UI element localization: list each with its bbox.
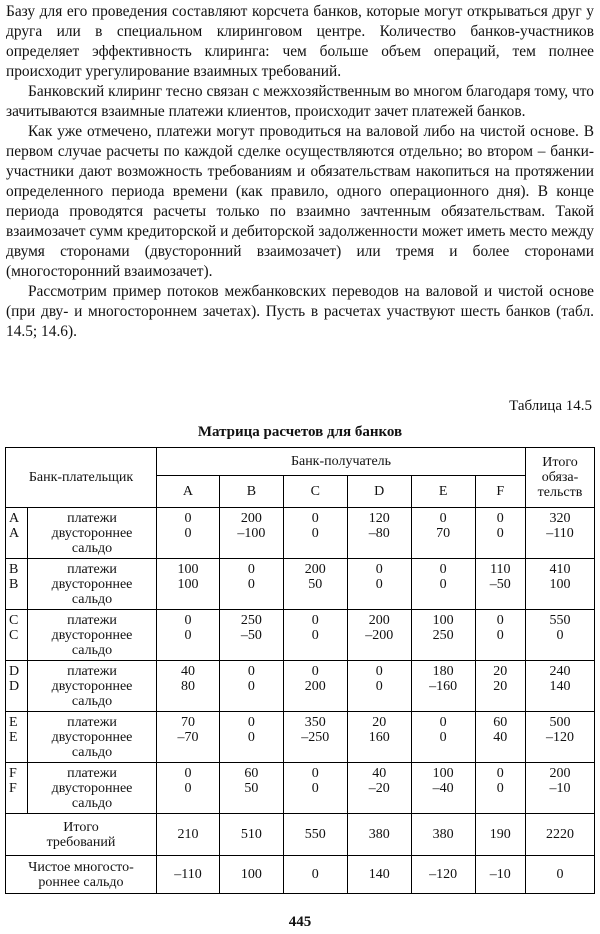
table-title: Матрица расчетов для банков	[197, 424, 403, 440]
value-cell: 0 0	[283, 508, 347, 559]
page-number: 445	[288, 914, 312, 930]
value-cell: 0 0	[157, 610, 220, 661]
value-cell: 350 –250	[283, 712, 347, 763]
col-header: D	[347, 476, 411, 508]
value-cell: 100 –40	[411, 763, 475, 814]
value-cell: 0 0	[475, 508, 525, 559]
value-cell: 70 –70	[157, 712, 220, 763]
table-row	[6, 712, 595, 763]
value-cell: 0 0	[219, 712, 283, 763]
value-cell: 60 50	[219, 763, 283, 814]
value-cell: 200 –10	[526, 763, 595, 814]
row-label: платежи двустороннее сальдо	[28, 559, 157, 610]
value-cell: 40 –20	[347, 763, 411, 814]
col-header: E	[411, 476, 475, 508]
value-cell: 0	[526, 856, 595, 894]
value-cell: 0	[283, 856, 347, 894]
row-label: платежи двустороннее сальдо	[28, 763, 157, 814]
row-label: платежи двустороннее сальдо	[28, 508, 157, 559]
table-row	[6, 763, 595, 814]
bank-code: E E	[6, 712, 28, 763]
settlement-matrix-table	[5, 447, 595, 894]
value-cell: 0 0	[475, 763, 525, 814]
value-cell: 380	[411, 814, 475, 856]
value-cell: 550	[283, 814, 347, 856]
table-number: Таблица 14.5	[509, 398, 592, 414]
row-label: Чистое многосто- роннее сальдо	[6, 856, 157, 894]
value-cell: 210	[157, 814, 220, 856]
value-cell: 2220	[526, 814, 595, 856]
value-cell: 120 –80	[347, 508, 411, 559]
value-cell: 60 40	[475, 712, 525, 763]
col-header: B	[219, 476, 283, 508]
bank-code: A A	[6, 508, 28, 559]
value-cell: 500 –120	[526, 712, 595, 763]
table-body	[6, 508, 595, 894]
value-cell: 0 70	[411, 508, 475, 559]
value-cell: 510	[219, 814, 283, 856]
value-cell: 0 200	[283, 661, 347, 712]
value-cell: 140	[347, 856, 411, 894]
row-label: платежи двустороннее сальдо	[28, 610, 157, 661]
row-label: Итого требований	[6, 814, 157, 856]
paragraph: Как уже отмечено, платежи могут проводиться на валовой либо на чистой основе. В первом случае расчеты по каждой сделке осуществляются отдельно; во втором – банки-участники дают возможность требованиям и обязательствам накопиться на протяжении определенного периода времени (как правило, одного операционного дня). В конце периода проводятся расчеты только по взаимно зачтенным обязательствам. Такой взаимозачет сумм кредиторской и дебиторской задолженности может иметь место между двумя сторонами (двусторонний взаимозачет) или тремя и более сторонами (многосторонний взаимозачет).	[6, 123, 594, 280]
value-cell: 550 0	[526, 610, 595, 661]
value-cell: 200 –200	[347, 610, 411, 661]
value-cell: 100	[219, 856, 283, 894]
col-header: C	[283, 476, 347, 508]
value-cell: 200 50	[283, 559, 347, 610]
value-cell: 0 0	[347, 661, 411, 712]
value-cell: 0 0	[283, 610, 347, 661]
value-cell: 0 0	[347, 559, 411, 610]
value-cell: –110	[157, 856, 220, 894]
col-header: A	[157, 476, 220, 508]
value-cell: 320 –110	[526, 508, 595, 559]
value-cell: 240 140	[526, 661, 595, 712]
value-cell: 100 250	[411, 610, 475, 661]
value-cell: 0 0	[157, 508, 220, 559]
paragraph: Рассмотрим пример потоков межбанковских переводов на валовой и чистой основе (при дву- и многостороннем зачетах). Пусть в расчетах участвуют шесть банков (табл. 14.5; 14.6).	[6, 283, 594, 340]
value-cell: 0 0	[157, 763, 220, 814]
value-cell: 0 0	[219, 559, 283, 610]
value-cell: 20 160	[347, 712, 411, 763]
value-cell: 380	[347, 814, 411, 856]
net-balance-row	[6, 856, 595, 894]
value-cell: 20 20	[475, 661, 525, 712]
paragraph: Базу для его проведения составляют корсчета банков, которые могут открываться друг у друга или в специальном клиринговом центре. Количество банков-участников определяет эффективность клиринга: чем больше объем операций, тем полнее происходит урегулирование взаимных требований.	[6, 3, 594, 80]
table-row	[6, 661, 595, 712]
value-cell: 110 –50	[475, 559, 525, 610]
row-label: платежи двустороннее сальдо	[28, 712, 157, 763]
header-payer: Банк-плательщик	[6, 448, 157, 508]
value-cell: 410 100	[526, 559, 595, 610]
value-cell: 40 80	[157, 661, 220, 712]
value-cell: 190	[475, 814, 525, 856]
table-row	[6, 559, 595, 610]
value-cell: 200 –100	[219, 508, 283, 559]
value-cell: 0 0	[411, 559, 475, 610]
table-row	[6, 508, 595, 559]
bank-code: F F	[6, 763, 28, 814]
header-total: Итого обяза- тельств	[526, 448, 595, 508]
bank-code: C C	[6, 610, 28, 661]
value-cell: 100 100	[157, 559, 220, 610]
body-text	[6, 2, 594, 342]
row-label: платежи двустороннее сальдо	[28, 661, 157, 712]
value-cell: 0 0	[475, 610, 525, 661]
value-cell: –10	[475, 856, 525, 894]
totals-row	[6, 814, 595, 856]
value-cell: 180 –160	[411, 661, 475, 712]
bank-code: D D	[6, 661, 28, 712]
value-cell: 0 0	[411, 712, 475, 763]
value-cell: –120	[411, 856, 475, 894]
value-cell: 250 –50	[219, 610, 283, 661]
table-row	[6, 610, 595, 661]
value-cell: 0 0	[283, 763, 347, 814]
value-cell: 0 0	[219, 661, 283, 712]
col-header: F	[475, 476, 525, 508]
paragraph: Банковский клиринг тесно связан с межхозяйственным во многом благодаря тому, что зачитываются взаимные платежи клиентов, происходит зачет платежей банков.	[6, 83, 594, 120]
bank-code: B B	[6, 559, 28, 610]
header-receiver: Банк-получатель	[157, 448, 526, 476]
